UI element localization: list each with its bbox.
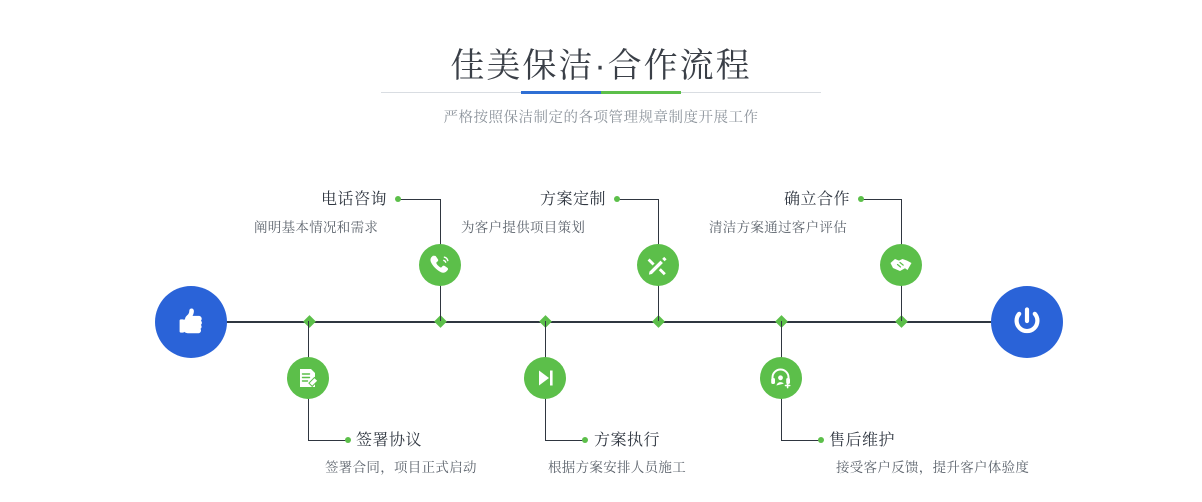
headset-support-icon [768, 365, 794, 391]
contract-edit-icon [295, 365, 321, 391]
step-icon-badge-3 [637, 244, 679, 286]
step-icon-badge-2 [287, 357, 329, 399]
connector-dot-step-3 [614, 196, 620, 202]
step-icon-badge-1 [419, 244, 461, 286]
step-icon-badge-5 [880, 244, 922, 286]
connector-line-step-2 [308, 440, 348, 441]
step-desc-6: 接受客户反馈，提升客户体验度 [836, 460, 1030, 475]
axis-node-marker [303, 315, 316, 328]
step-desc-3: 为客户提供项目策划 [461, 220, 586, 235]
connector-dot-step-6 [818, 437, 824, 443]
step-desc-1: 阐明基本情况和需求 [254, 220, 379, 235]
page-subtitle: 严格按照保洁制定的各项管理规章制度开展工作 [443, 110, 759, 126]
connector-line-step-1 [398, 199, 440, 200]
step-label-4: 方案执行 [594, 432, 661, 449]
step-desc-5: 清洁方案通过客户评估 [709, 220, 847, 235]
step-label-6: 售后维护 [829, 432, 896, 449]
step-label-2: 签署协议 [356, 432, 423, 449]
step-label-5: 确立合作 [784, 191, 851, 208]
step-label-1: 电话咨询 [321, 191, 388, 208]
timeline-axis [157, 321, 1045, 323]
pen-ruler-icon [645, 252, 671, 278]
connector-line-step-5 [861, 199, 901, 200]
connector-line-step-6 [781, 440, 821, 441]
connector-dot-step-1 [395, 196, 401, 202]
connector-line-step-4 [545, 440, 585, 441]
power-icon [1007, 302, 1047, 342]
connector-dot-step-2 [345, 437, 351, 443]
step-icon-badge-4 [524, 357, 566, 399]
phone-call-icon [427, 252, 453, 278]
step-label-3: 方案定制 [540, 191, 607, 208]
thumbs-up-icon [171, 302, 211, 342]
step-icon-badge-6 [760, 357, 802, 399]
handshake-icon [888, 252, 914, 278]
connector-line-step-3 [617, 199, 658, 200]
connector-dot-step-4 [582, 437, 588, 443]
step-desc-4: 根据方案安排人员施工 [548, 460, 686, 475]
connector-dot-step-5 [858, 196, 864, 202]
flow-end-badge [991, 286, 1063, 358]
flow-start-badge [155, 286, 227, 358]
page-title: 佳美保洁·合作流程 [450, 47, 752, 85]
step-desc-2: 签署合同，项目正式启动 [325, 460, 477, 475]
play-next-icon [532, 365, 558, 391]
